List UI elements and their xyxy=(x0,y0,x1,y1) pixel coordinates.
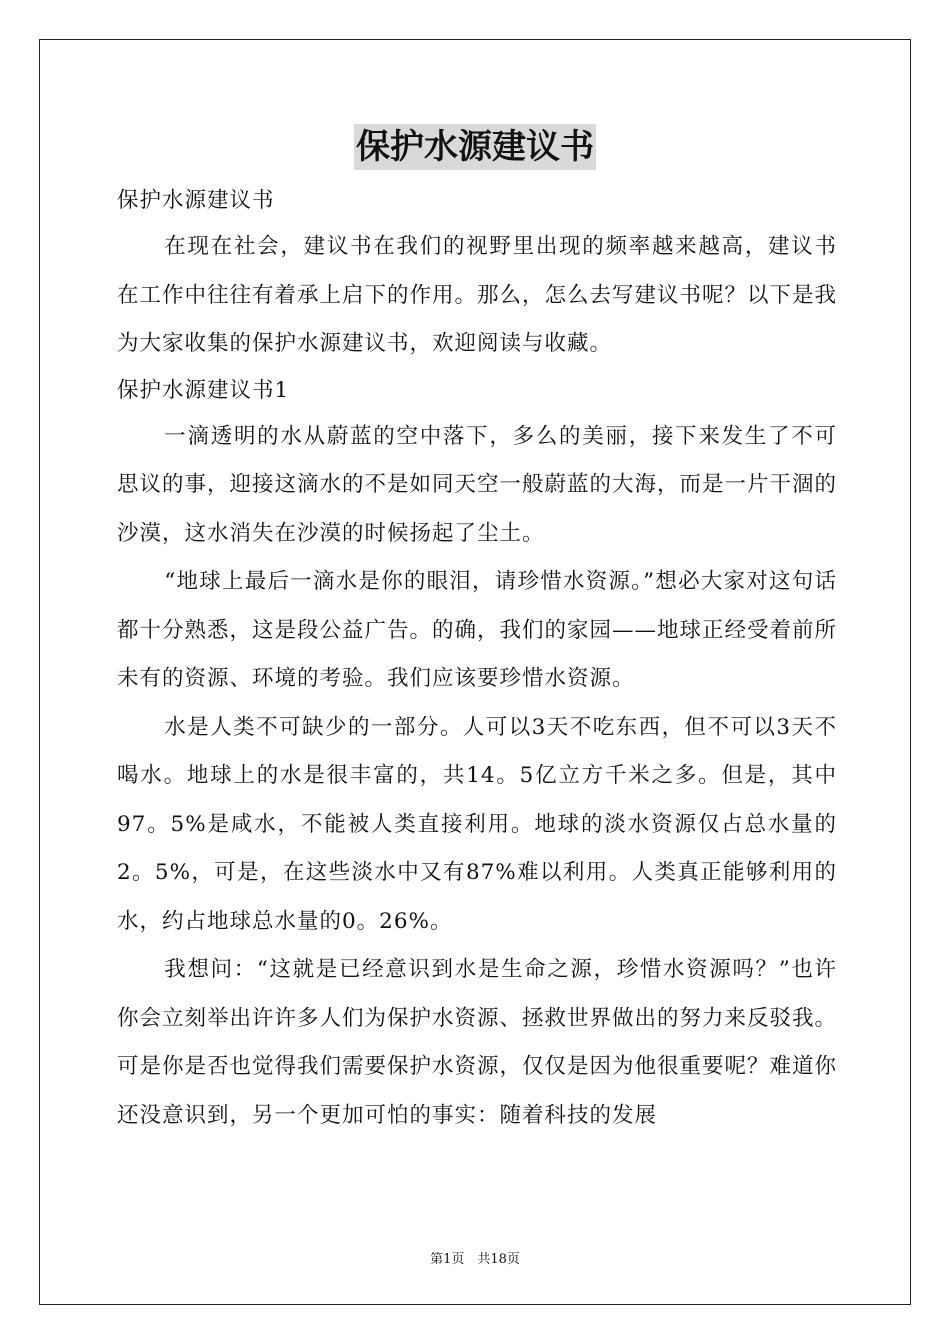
page-footer: 第1页 共18页 xyxy=(430,1252,520,1267)
body-paragraph-4: 我想问：“这就是已经意识到水是生命之源，珍惜水资源吗？”也许你会立刻举出许许多人们为保护水资源、拯救世界做出的努力来反驳我。可是你是否也觉得我们需要保护水资源，仅仅是因为他很重要呢？难道你还没意识到，另一个更加可怕的事实：随着科技的发展 xyxy=(117,957,838,1128)
section-heading: 保护水源建议书1 xyxy=(117,377,290,403)
body-paragraph-2: “地球上最后一滴水是你的眼泪，请珍惜水资源。”想必大家对这句话都十分熟悉，这是段公益广告。的确，我们的家园——地球正经受着前所未有的资源、环境的考验。我们应该要珍惜水资源。 xyxy=(117,569,838,691)
body-paragraph-3: 水是人类不可缺少的一部分。人可以3天不吃东西，但不可以3天不喝水。地球上的水是很丰富的，共14。5亿立方千米之多。但是，其中97。5%是咸水，不能被人类直接利用。地球的淡水资源仅占总水量的2。5%，可是，在这些淡水中又有87%难以利用。人类真正能够利用的水，约占地球总水量的0。26%。 xyxy=(117,714,837,934)
intro-paragraph: 在现在社会，建议书在我们的视野里出现的频率越来越高，建议书在工作中往往有着承上启下的作用。那么，怎么去写建议书呢？以下是我为大家收集的保护水源建议书，欢迎阅读与收藏。 xyxy=(117,234,838,356)
document-title-wrapper xyxy=(0,124,950,170)
document-body xyxy=(117,179,837,1140)
body-paragraph-1: 一滴透明的水从蔚蓝的空中落下，多么的美丽，接下来发生了不可思议的事，迎接这滴水的不是如同天空一般蔚蓝的大海，而是一片干涸的沙漠，这水消失在沙漠的时候扬起了尘土。 xyxy=(117,423,838,546)
document-subtitle: 保护水源建议书 xyxy=(117,188,275,213)
document-title: 保护水源建议书 xyxy=(354,124,596,170)
